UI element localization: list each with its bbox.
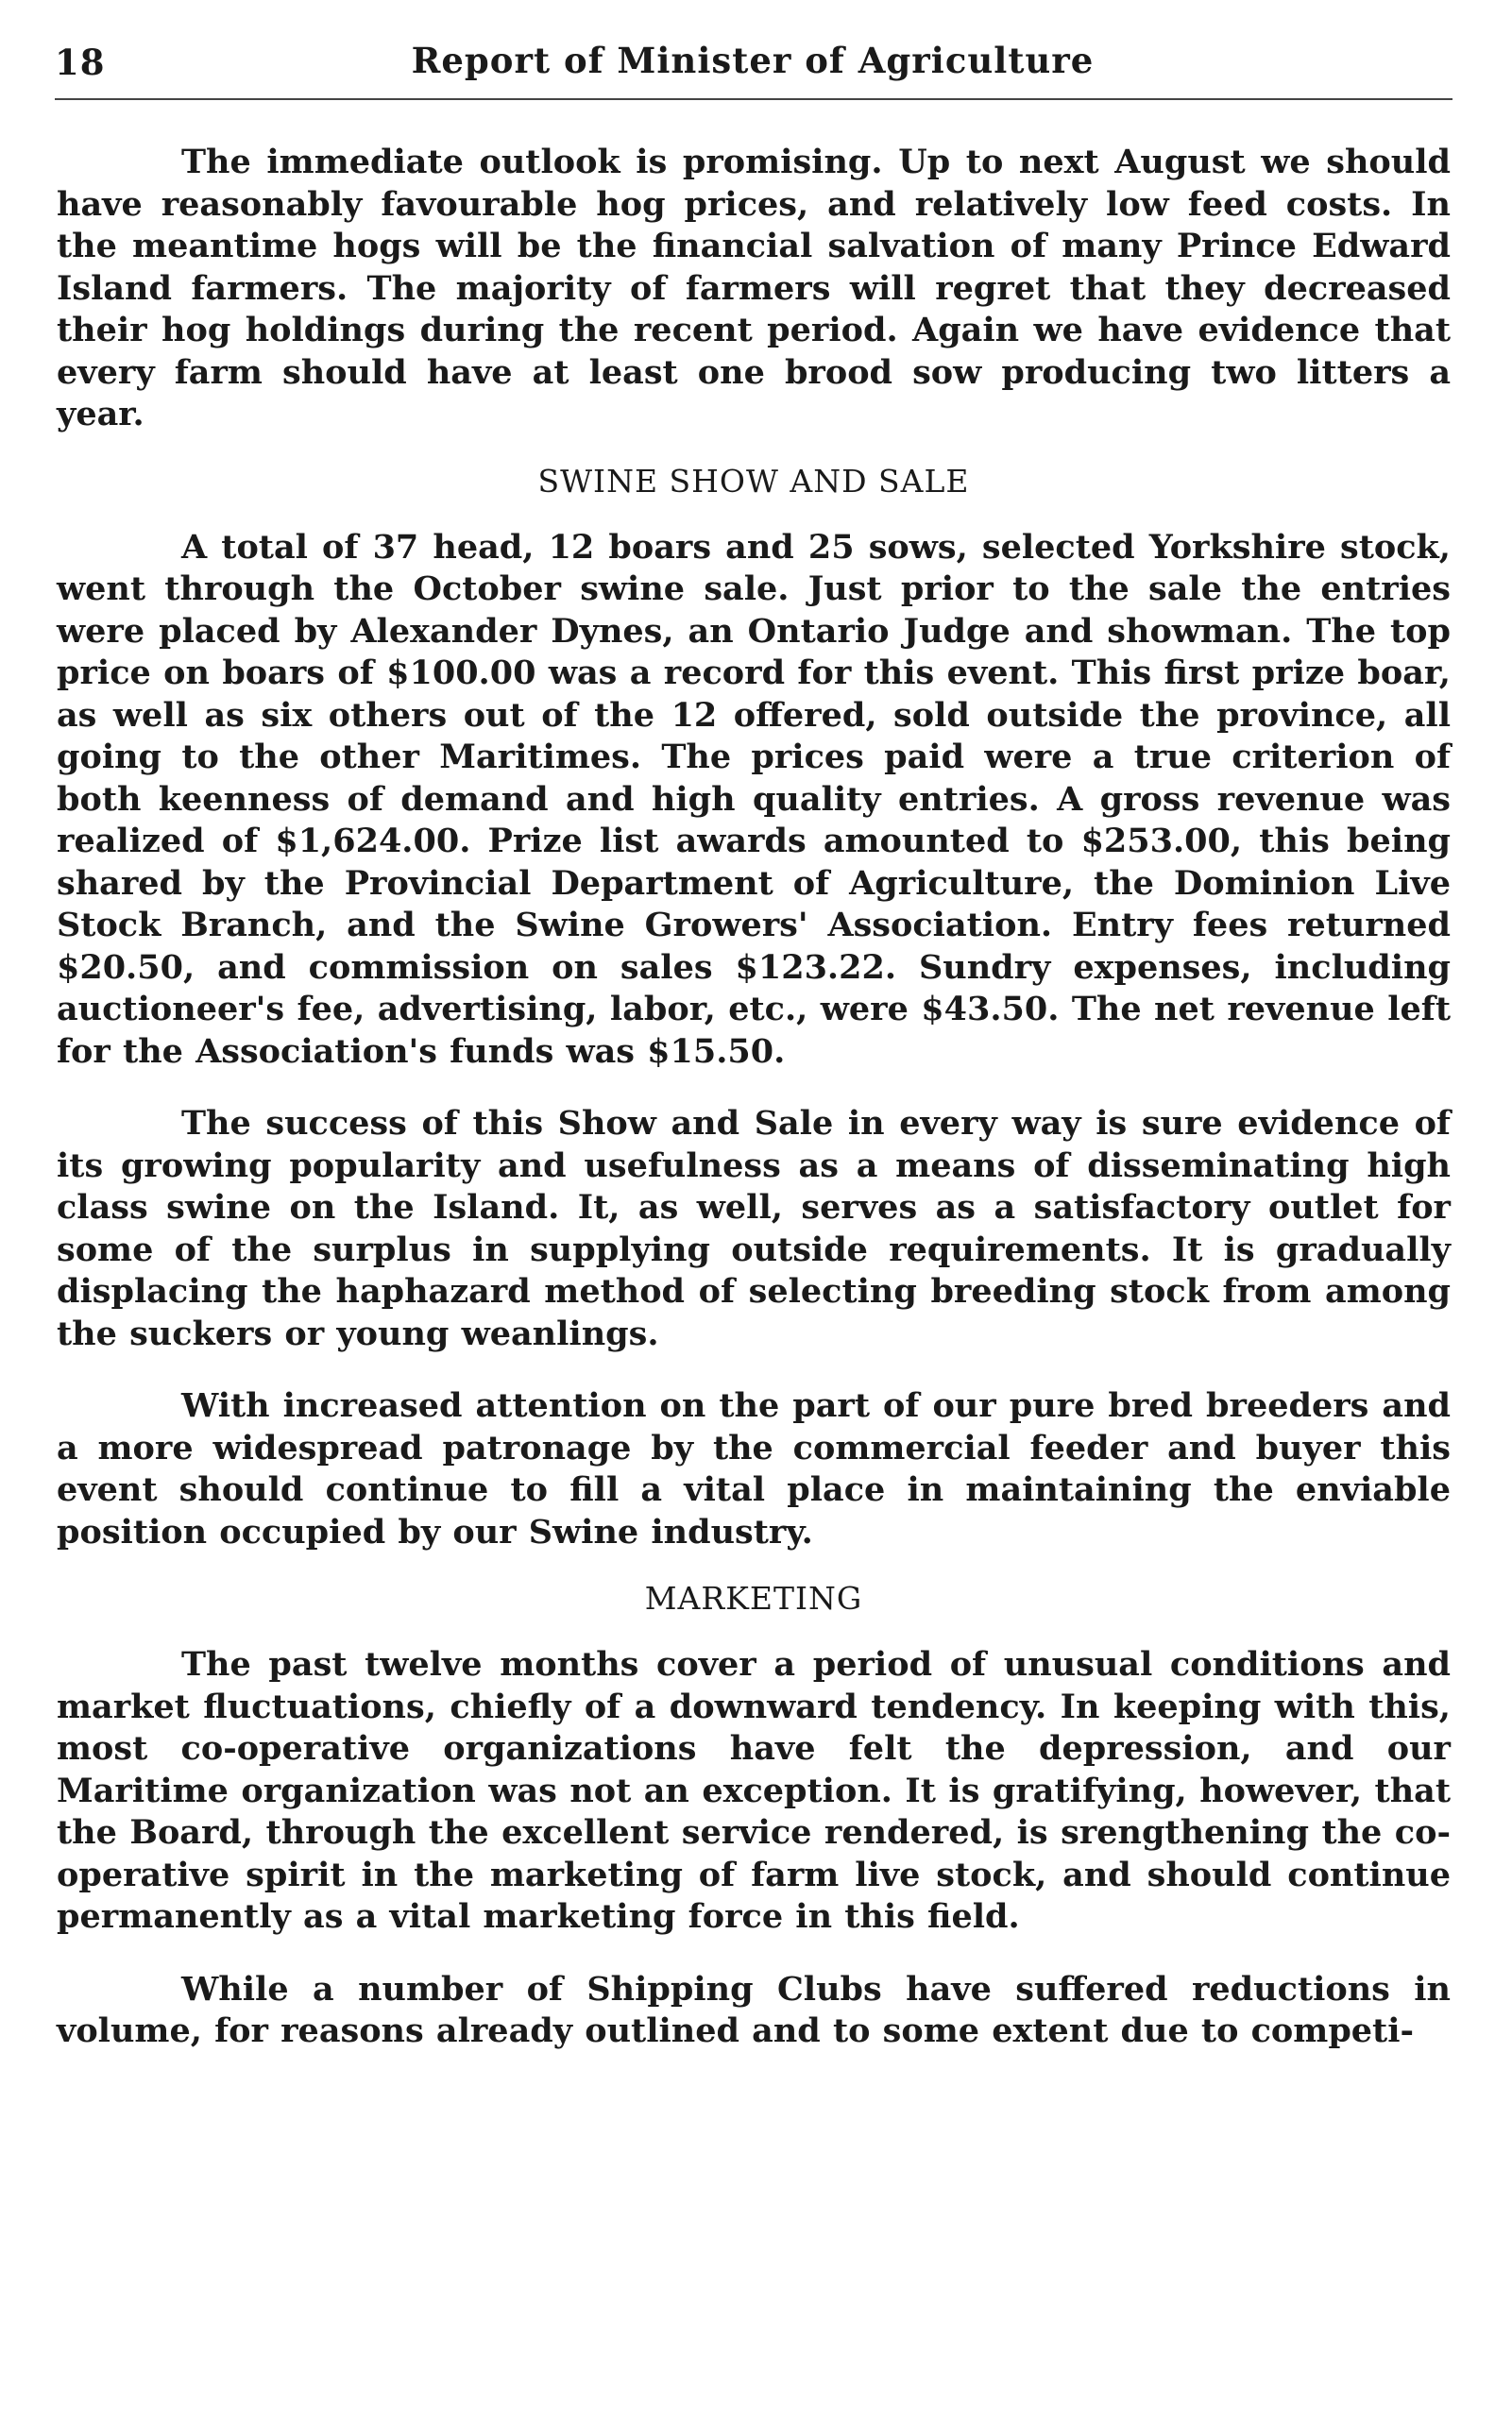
paragraph-market-fluctuations: The past twelve months cover a period of unusual conditions and market fluctuations, chiefly of a downward tendency. In keeping with this, most co-operative organizations have felt the depression, and our Maritime organization was not an exception. It is gratifying, however, that the Board, through the excellent service rendered, is srengthening the co-operative spirit in the marketing of farm live stock, and should continue permanently as a vital marketing force in this field. <box>57 1645 1451 1936</box>
header-rule <box>55 98 1453 100</box>
paragraph-outlook: The immediate outlook is promising. Up to next August we should have reasonably favourable hog prices, and relatively low feed costs. In the meantime hogs will be the financial salvation of many Prince Edward Island farmers. The majority of farmers will regret that they decreased their hog holdings during the recent period. Again we have evidence that every farm should have at least one brood sow producing two litters a year. <box>57 143 1451 433</box>
paragraph-swine-sale: A total of 37 head, 12 boars and 25 sows, selected Yorkshire stock, went through the October swine sale. Just prior to the sale the entries were placed by Alexander Dynes, an Ontario Judge and showman. The top price on boars of $100.00 was a record for this event. This first prize boar, as well as six others out of the 12 offered, sold outside the province, all going to the other Maritimes. The prices paid were a true criterion of both keenness of demand and high quality entries. A gross revenue was realized of $1,624.00. Prize list awards amounted to $253.00, this being shared by the Provincial Department of Agriculture, the Dominion Live Stock Branch, and the Swine Growers' Association. Entry fees returned $20.50, and commission on sales $123.22. Sundry expenses, including auctioneer's fee, advertising, labor, etc., were $43.50. The net revenue left for the Association's funds was $15.50. <box>57 527 1451 1071</box>
page-number: 18 <box>55 42 106 83</box>
paragraph-shipping-clubs: While a number of Shipping Clubs have suffered reductions in volume, for reasons already outlined and to some extent due to competi- <box>57 1969 1451 2050</box>
heading-marketing: MARKETING <box>644 1580 863 1617</box>
paragraph-show-success: The success of this Show and Sale in every way is sure evidence of its growing popularity and usefulness as a means of disseminating high class swine on the Island. It, as well, serves as a satisfactory outlet for some of the surplus in supplying outside requirements. It is gradually displacing the haphazard method of selecting breeding stock from among the suckers or young weanlings. <box>57 1104 1451 1353</box>
page-header <box>55 38 1451 94</box>
running-head: Report of Minister of Agriculture <box>411 40 1095 81</box>
heading-swine-show: SWINE SHOW AND SALE <box>537 462 970 500</box>
document-body <box>57 142 1451 2053</box>
paragraph-increased-attention: With increased attention on the part of our pure bred breeders and a more widespread patronage by the commercial feeder and buyer this event should continue to fill a vital place in maintaining the enviable position occupied by our Swine industry. <box>57 1386 1451 1552</box>
